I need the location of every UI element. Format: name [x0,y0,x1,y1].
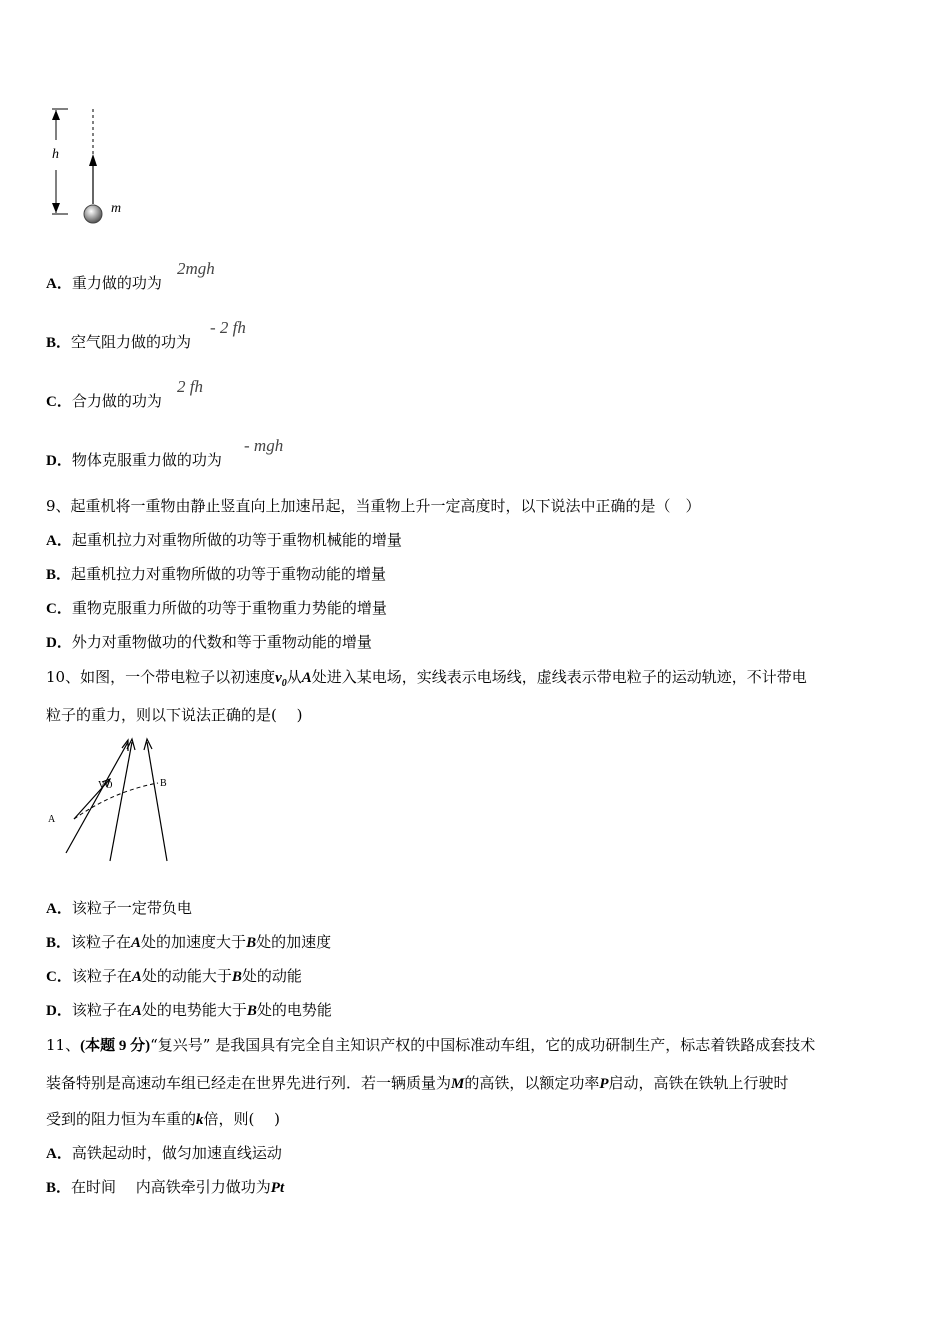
height-label: h [52,147,59,162]
q8-option-a: A．重力做的功为 [46,274,162,292]
q10-option-a: A．该粒子一定带负电 [46,899,192,917]
q11-stem-line1: 11、(本题 9 分)“复兴号” 是我国具有完全自主知识产权的中国标准动车组，它的成功研制生产，标志着铁路成套技术 [46,1036,816,1054]
q8-option-b: B．空气阻力做的功为 [46,333,192,351]
velocity-label: VO [98,780,113,791]
point-a-label: A [48,814,56,825]
q8-option-c: C．合力做的功为 [46,392,162,410]
field-line-diagram [44,736,184,866]
q10-option-b: B．该粒子在A处的加速度大于B处的加速度 [46,933,332,951]
q10-option-d: D．该粒子在A处的电势能大于B处的电势能 [46,1001,332,1019]
q8-option-d: D．物体克服重力做的功为 [46,451,222,469]
q9-option-b: B．起重机拉力对重物所做的功等于重物动能的增量 [46,565,387,583]
q10-stem-line1: 10、如图，一个带电粒子以初速度$v_0$从A处进入某电场，实线表示电场线，虚线表示带电粒子的运动轨迹，不计带电 [46,668,807,689]
q11-stem-line3: 受到的阻力恒为车重的k倍，则( ) [46,1110,280,1128]
q11-stem-line2: 装备特别是高速动车组已经走在世界先进行列．若一辆质量为M的高铁，以额定功率P启动，高铁在铁轨上行驶时 [46,1074,789,1092]
q10-stem-line2: 粒子的重力，则以下说法正确的是( ) [46,706,303,724]
q9-option-a: A．起重机拉力对重物所做的功等于重物机械能的增量 [46,531,402,549]
ball [84,205,102,223]
q9-option-c: C．重物克服重力所做的功等于重物重力势能的增量 [46,599,387,617]
q8-option-b-math: - 2 fh [210,318,246,337]
q11-option-b: B．在时间 内高铁牵引力做功为Pt [46,1178,285,1196]
q8-option-d-math: - mgh [244,436,284,455]
height-diagram [40,100,150,230]
point-b-label: B [160,778,167,789]
mass-label: m [111,201,122,216]
q8-option-c-math: 2 fh [177,377,203,396]
q9-stem: 9、起重机将一重物由静止竖直向上加速吊起，当重物上升一定高度时，以下说法中正确的是（ ） [46,497,701,515]
q9-option-d: D．外力对重物做功的代数和等于重物动能的增量 [46,633,372,651]
q10-option-c: C．该粒子在A处的动能大于B处的动能 [46,967,302,985]
q11-option-a: A．高铁起动时，做匀加速直线运动 [46,1144,282,1162]
q8-option-a-math: 2mgh [177,259,215,278]
